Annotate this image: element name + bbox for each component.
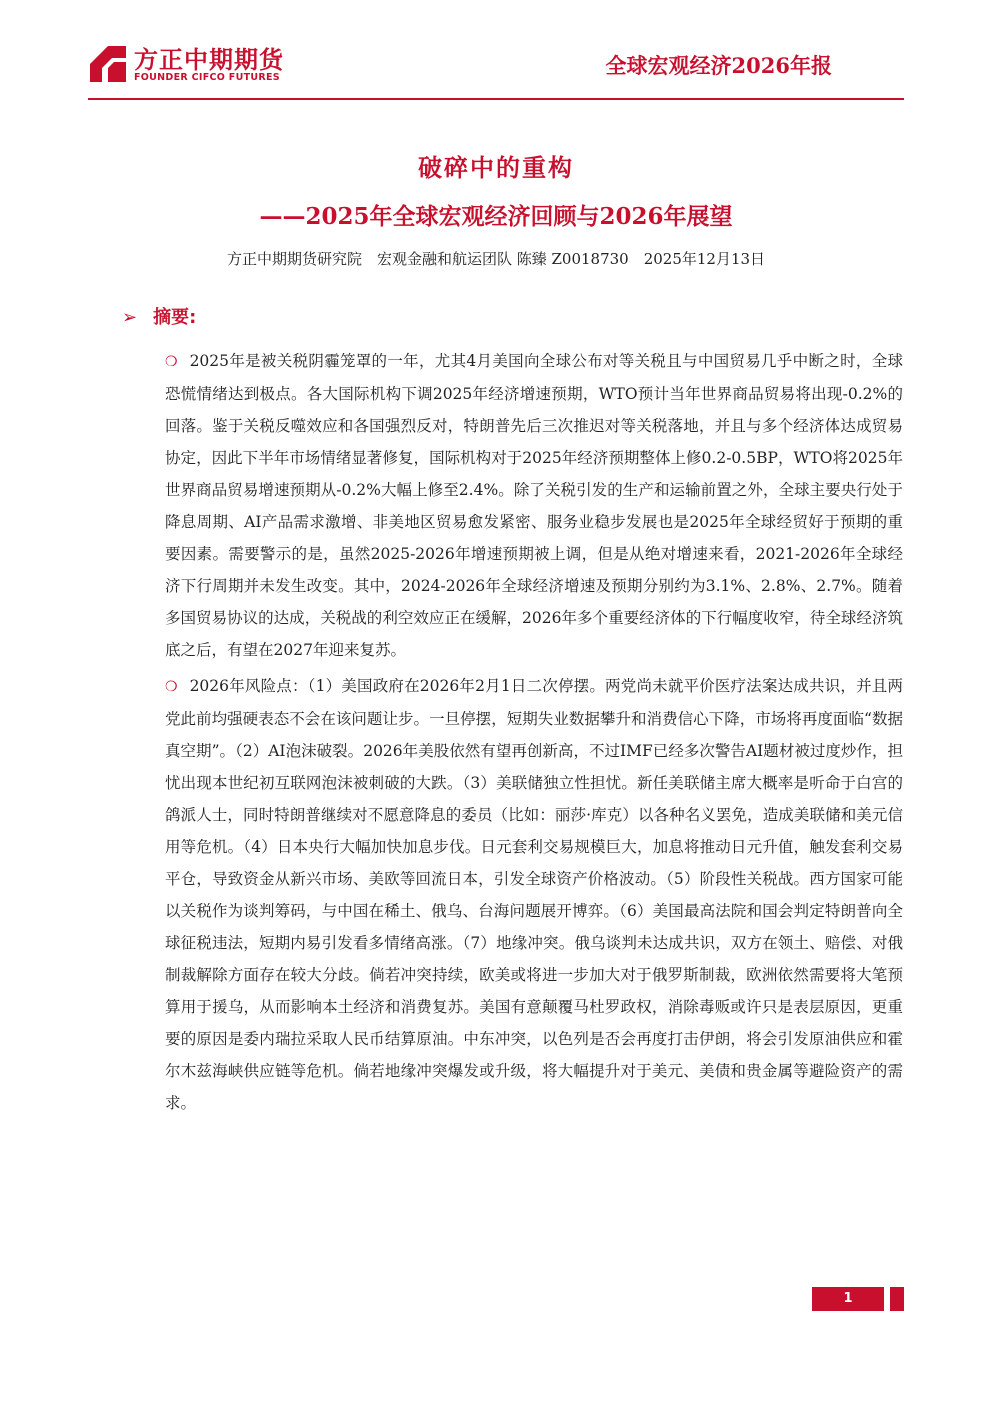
logo-english-name: FOUNDER CIFCO FUTURES [134, 72, 280, 83]
logo-mark-icon [88, 44, 128, 84]
header-divider [88, 98, 904, 100]
abstract-paragraph [165, 670, 903, 1119]
logo-chinese-name: 方正中期期货 [134, 46, 284, 74]
page-number: 1 [812, 1287, 884, 1311]
company-logo [88, 40, 288, 92]
circle-bullet-icon: ❍ [165, 354, 178, 370]
arrow-bullet-icon: ➢ [122, 307, 138, 328]
page-header [0, 0, 992, 110]
abstract-body [165, 345, 903, 1123]
abstract-heading [122, 303, 196, 329]
paragraph-text: 2026年风险点：（1）美国政府在2026年2月1日二次停摆。两党尚未就平价医疗法案达成共识，并且两党此前均强硬表态不会在该问题让步。一旦停摆，短期失业数据攀升和消费信心下降，市场将再度面临“数据真空期”。（2）AI泡沫破裂。2026年美股依然有望再创新高，不过IMF已经多次警告AI题材被过度炒作，担忧出现本世纪初互联网泡沫被刺破的大跌。（3）美联储独立性担忧。新任美联储主席大概率是听命于白宫的鸽派人士，同时特朗普继续对不愿意降息的委员（比如：丽莎·库克）以各种名义罢免，造成美联储和美元信用等危机。（4）日本央行大幅加快加息步伐。日元套利交易规模巨大，加息将推动日元升值，触发套利交易平仓，导致资金从新兴市场、美欧等回流日本，引发全球资产价格波动。（5）阶段性关税战。西方国家可能以关税作为谈判筹码，与中国在稀土、俄乌、台海问题展开博弈。（6）美国最高法院和国会判定特朗普向全球征税违法，短期内易引发看多情绪高涨。（7）地缘冲突。俄乌谈判未达成共识，双方在领土、赔偿、对俄制裁解除方面存在较大分歧。倘若冲突持续，欧美或将进一步加大对于俄罗斯制裁，欧洲依然需要将大笔预算用于援乌，从而影响本土经济和消费复苏。美国有意颠覆马杜罗政权，消除毒贩或许只是表层原因，更重要的原因是委内瑞拉采取人民币结算原油。中东冲突，以色列是否会再度打击伊朗，将会引发原油供应和霍尔木兹海峡供应链等危机。倘若地缘冲突爆发或升级，将大幅提升对于美元、美债和贵金属等避险资产的需求。 [165, 677, 903, 1112]
author-byline: 方正中期期货研究院 宏观金融和航运团队 陈臻 Z0018730 2025年12月13日 [226, 250, 766, 268]
paragraph-text: 2025年是被关税阴霾笼罩的一年，尤其4月美国向全球公布对等关税且与中国贸易几乎中断之时，全球恐慌情绪达到极点。各大国际机构下调2025年经济增速预期，WTO预计当年世界商品贸易将出现-0.2%的回落。鉴于关税反噬效应和各国强烈反对，特朗普先后三次推迟对等关税落地，并且与多个经济体达成贸易协定，因此下半年市场情绪显著修复，国际机构对于2025年经济预期整体上修0.2-0.5BP，WTO将2025年世界商品贸易增速预期从-0.2%大幅上修至2.4%。除了关税引发的生产和运输前置之外，全球主要央行处于降息周期、AI产品需求激增、非美地区贸易愈发紧密、服务业稳步发展也是2025年全球经贸好于预期的重要因素。需要警示的是，虽然2025-2026年增速预期被上调，但是从绝对增速来看，2021-2026年全球经济下行周期并未发生改变。其中，2024-2026年全球经济增速及预期分别约为3.1%、2.8%、2.7%。随着多国贸易协议的达成，关税战的利空效应正在缓解，2026年多个重要经济体的下行幅度收窄，待全球经济筑底之后，有望在2027年迎来复苏。 [165, 352, 903, 659]
document-subtitle: ——2025年全球宏观经济回顾与2026年展望 [259, 203, 733, 230]
abstract-paragraph [165, 345, 903, 666]
page-number-marker [890, 1287, 904, 1311]
circle-bullet-icon: ❍ [165, 679, 178, 695]
abstract-heading-label: 摘要: [153, 307, 197, 328]
report-type-label: 全球宏观经济2026年报 [605, 53, 832, 78]
document-title: 破碎中的重构 [418, 153, 574, 182]
